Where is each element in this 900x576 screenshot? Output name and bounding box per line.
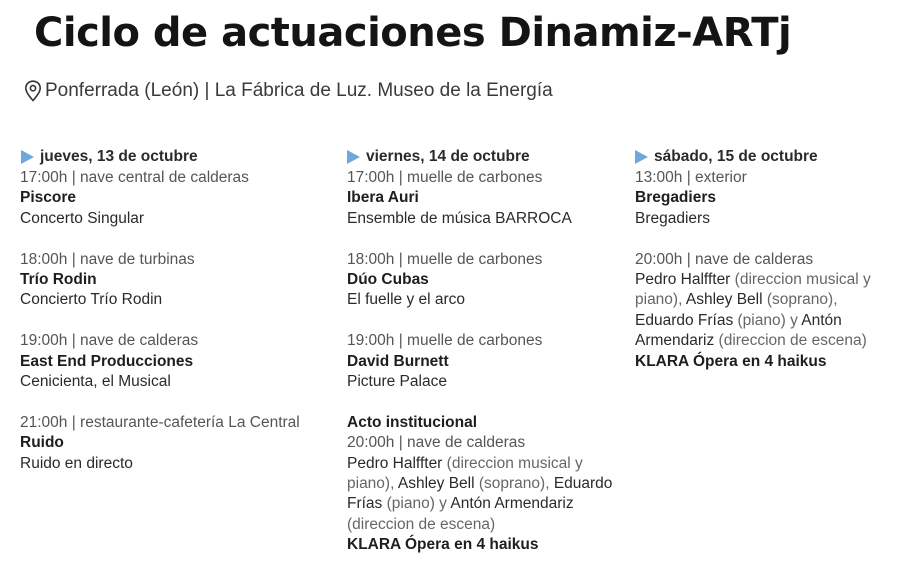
event-description: Cenicienta, el Musical: [20, 373, 171, 391]
event-performer: David Burnett: [347, 352, 449, 370]
event-work: KLARA Ópera en 4 haikus: [635, 352, 827, 370]
event-item: [347, 331, 617, 392]
event-time: 19:00h | muelle de carbones: [347, 332, 543, 350]
page-title: Ciclo de actuaciones Dinamiz-ARTj: [34, 10, 792, 56]
performer-role: (soprano),: [762, 291, 838, 309]
day-heading: [347, 146, 617, 168]
play-triangle-icon: [635, 150, 648, 164]
day-column-saturday: [635, 146, 895, 392]
event-description: Concierto Trío Rodin: [20, 291, 163, 309]
section-heading: Acto institucional: [347, 413, 478, 431]
performer-name: Ashley Bell: [685, 291, 763, 309]
day-heading: [635, 146, 895, 168]
day-label: viernes, 14 de octubre: [366, 147, 530, 165]
event-performer: East End Producciones: [20, 352, 194, 370]
performer-name: Antón Armendariz: [635, 311, 842, 350]
performer-role: (direccion de escena): [347, 515, 496, 533]
event-time: 17:00h | muelle de carbones: [347, 169, 543, 186]
event-time: 20:00h | nave de calderas: [635, 250, 814, 268]
event-description: Picture Palace: [347, 373, 447, 391]
performer-role: (direccion de escena): [714, 332, 867, 350]
performer-role: (direccion musical y piano),: [347, 454, 583, 493]
event-item: [20, 168, 330, 229]
day-heading: [20, 146, 330, 168]
institutional-event: [347, 413, 617, 556]
event-time: 18:00h | muelle de carbones: [347, 250, 543, 268]
event-description: Bregadiers: [635, 209, 710, 227]
performer-name: Pedro Halffter: [635, 271, 731, 289]
event-item: [20, 250, 330, 311]
event-performer: Ruido: [20, 434, 64, 452]
performer-role: (direccion musical y piano),: [635, 271, 871, 309]
event-item: [347, 250, 617, 311]
event-time: 20:00h | nave de calderas: [347, 434, 526, 452]
event-work: KLARA Ópera en 4 haikus: [347, 536, 539, 554]
event-performer: Trío Rodin: [20, 271, 97, 289]
performer-name: Eduardo Frías: [635, 311, 734, 329]
performer-role: (piano) y: [733, 311, 802, 329]
event-performers: [347, 454, 617, 536]
event-time: 21:00h | restaurante-cafetería La Central: [20, 413, 300, 431]
event-description: Ensemble de música BARROCA: [347, 209, 572, 227]
event-performer: Piscore: [20, 189, 77, 207]
day-column-friday: [347, 146, 617, 576]
event-performer: Dúo Cubas: [347, 271, 429, 289]
event-item: [347, 168, 617, 229]
event-time: 19:00h | nave de calderas: [20, 332, 199, 350]
day-label: sábado, 15 de octubre: [654, 147, 818, 165]
event-time: 13:00h | exterior: [635, 169, 747, 186]
performer-name: Antón Armendariz: [450, 495, 574, 513]
event-item: [635, 250, 895, 372]
performer-role: (piano) y: [382, 495, 451, 513]
event-description: Concerto Singular: [20, 209, 145, 227]
event-item: [635, 168, 895, 229]
day-label: jueves, 13 de octubre: [40, 147, 198, 165]
location-line: [24, 80, 553, 102]
day-column-thursday: [20, 146, 330, 494]
event-item: [20, 413, 330, 474]
event-time: 18:00h | nave de turbinas: [20, 250, 195, 268]
event-performer: Bregadiers: [635, 189, 716, 207]
event-item: [20, 331, 330, 392]
play-triangle-icon: [21, 150, 34, 164]
event-performers: [635, 270, 895, 352]
map-pin-icon: [24, 80, 42, 102]
event-description: El fuelle y el arco: [347, 291, 466, 309]
event-time: 17:00h | nave central de calderas: [20, 169, 249, 186]
location-text: Ponferrada (León) | La Fábrica de Luz. Museo de la Energía: [45, 80, 553, 101]
event-description: Ruido en directo: [20, 454, 133, 472]
event-performer: Ibera Auri: [347, 189, 419, 207]
performer-name: Ashley Bell: [397, 475, 475, 493]
play-triangle-icon: [347, 150, 360, 164]
performer-role: (soprano),: [474, 475, 554, 493]
performer-name: Pedro Halffter: [347, 454, 443, 472]
performer-name: Eduardo Frías: [347, 475, 613, 513]
